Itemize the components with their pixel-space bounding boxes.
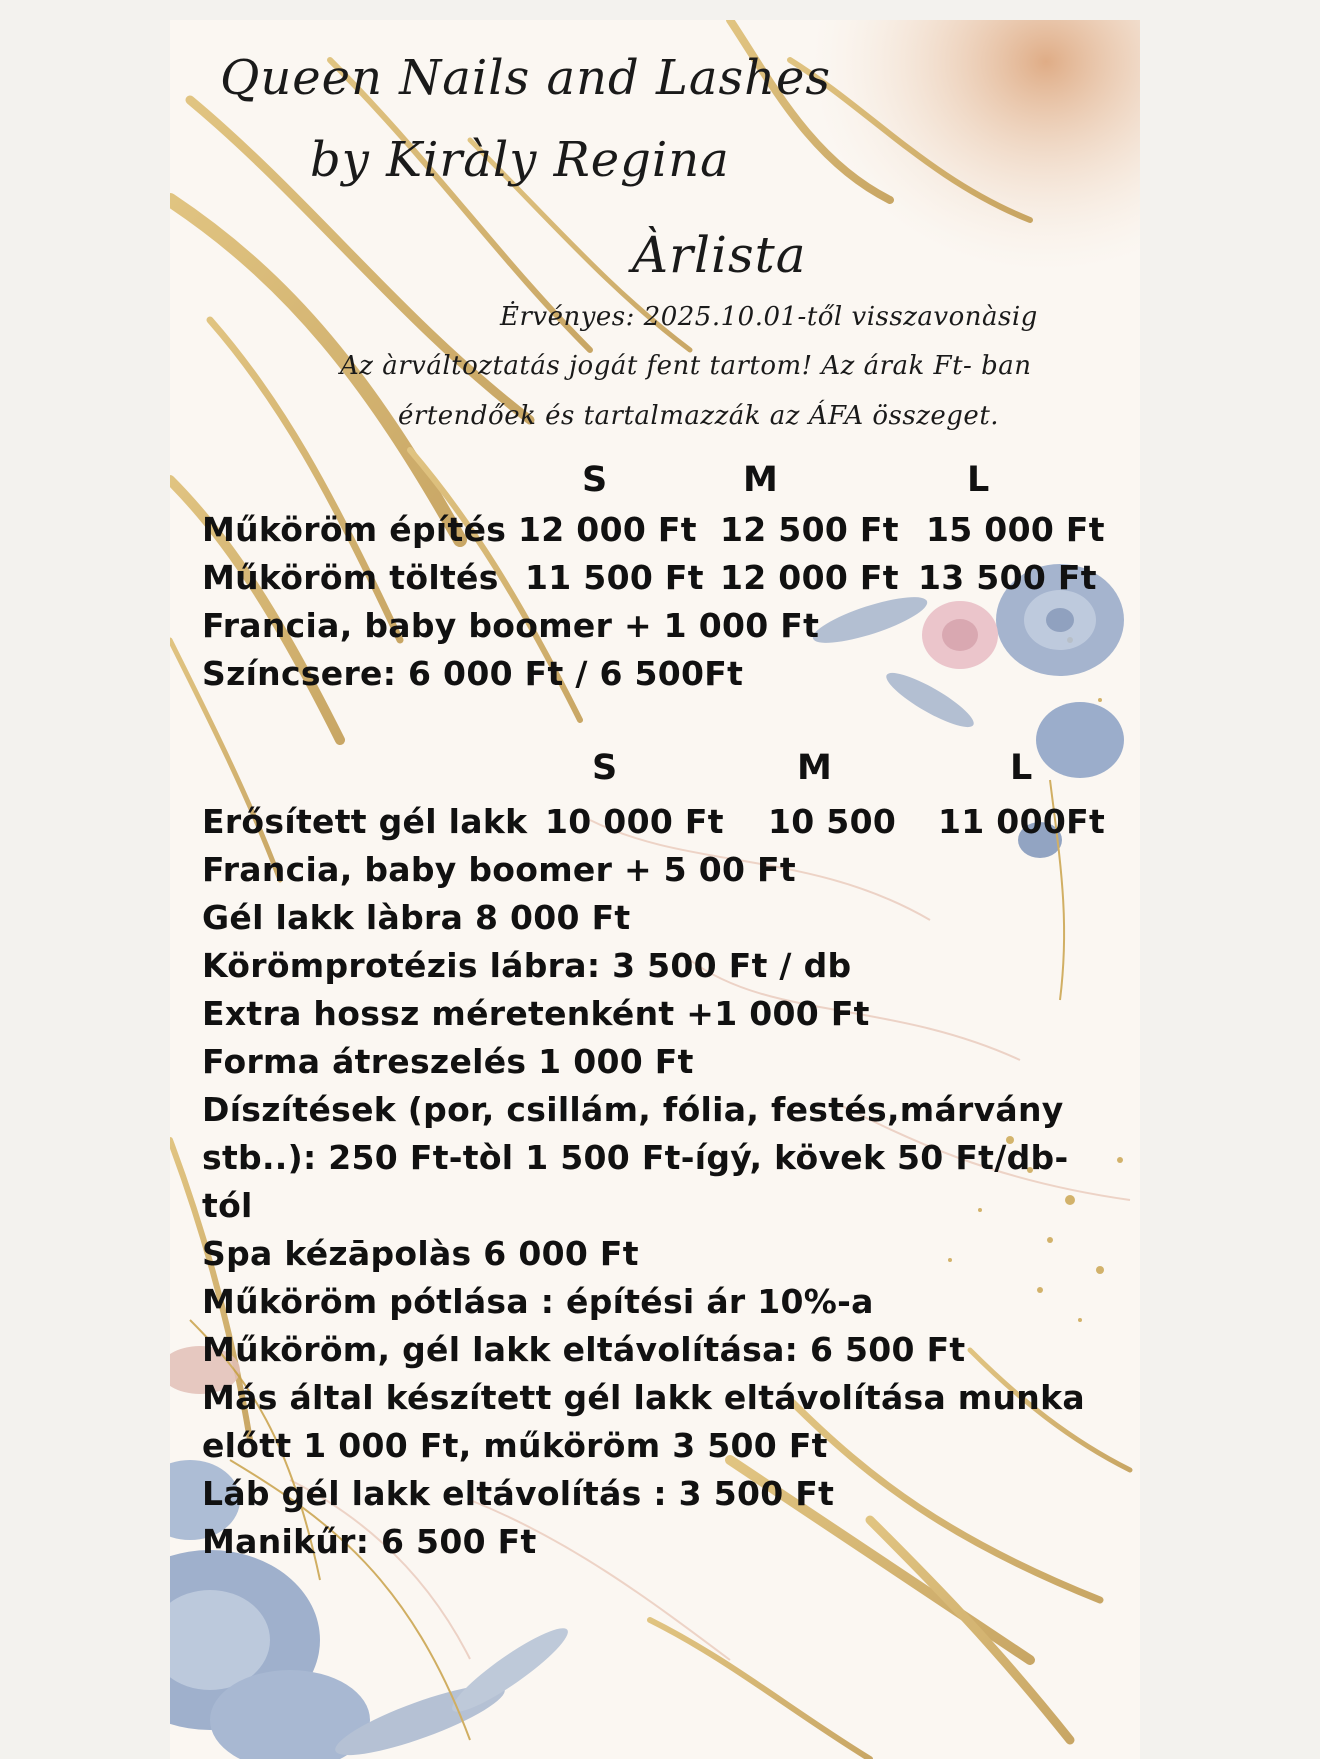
size-label-m: M [743, 460, 779, 500]
price-toltes-m: 12 000 Ft [720, 558, 899, 597]
service-line: Láb gél lakk eltávolítás : 3 500 Ft [202, 1474, 835, 1513]
price-gel-lakk-l: 11 000Ft [938, 802, 1106, 841]
service-line: Műköröm pótlása : építési ár 10%-a [202, 1282, 874, 1321]
service-line: Gél lakk làbra 8 000 Ft [202, 898, 631, 937]
extra-francia-1: Francia, baby boomer + 1 000 Ft [202, 606, 820, 645]
size-label-l: L [967, 460, 990, 500]
service-line: előtt 1 000 Ft, műköröm 3 500 Ft [202, 1426, 828, 1465]
price-epites-l: 15 000 Ft [926, 510, 1105, 549]
service-line: Műköröm, gél lakk eltávolítása: 6 500 Ft [202, 1330, 966, 1369]
size-label-s: S [582, 460, 608, 500]
extra-szincsere: Színcsere: 6 000 Ft / 6 500Ft [202, 654, 744, 693]
service-line: stb..): 250 Ft-tòl 1 500 Ft-ígý, kövek 50 Ft/db- [202, 1138, 1069, 1177]
service-line: Manikűr: 6 500 Ft [202, 1522, 537, 1561]
row-label-epites: Műköröm építés [202, 510, 507, 549]
service-line: Forma átreszelés 1 000 Ft [202, 1042, 694, 1081]
price-toltes-l: 13 500 Ft [918, 558, 1097, 597]
service-line: tól [202, 1186, 253, 1225]
service-line: Francia, baby boomer + 5 00 Ft [202, 850, 796, 889]
price-epites-m: 12 500 Ft [720, 510, 899, 549]
price-toltes-s: 11 500 Ft [525, 558, 704, 597]
service-line: Más által készített gél lakk eltávolítása munka [202, 1378, 1085, 1417]
price-gel-lakk-s: 10 000 Ft [545, 802, 724, 841]
service-line: Spa kézāpolàs 6 000 Ft [202, 1234, 639, 1273]
row-label-toltes: Műköröm töltés [202, 558, 499, 597]
price-gel-lakk-m: 10 500 [768, 802, 897, 841]
price-epites-s: 12 000 Ft [518, 510, 697, 549]
validity-note: Ėrvényes: 2025.10.01-től visszavonàsig [500, 302, 1038, 332]
size-label-m-2: M [797, 748, 833, 788]
vat-note: értendőek és tartalmazzák az ÁFA összeget. [398, 401, 1000, 431]
size-label-l-2: L [1010, 748, 1033, 788]
price-list-flyer [170, 20, 1140, 1759]
owner-name: by Kiràly Regina [310, 132, 730, 188]
service-line: Extra hossz méretenként +1 000 Ft [202, 994, 870, 1033]
size-label-s-2: S [592, 748, 618, 788]
row-label-gel-lakk: Erősített gél lakk [202, 802, 528, 841]
service-line: Díszítések (por, csillám, fólia, festés,márvány [202, 1090, 1064, 1129]
salon-name: Queen Nails and Lashes [220, 50, 832, 106]
price-list-title: Àrlista [632, 226, 807, 284]
price-change-note: Az àrváltoztatás jogát fent tartom! Az árak Ft- ban [340, 351, 1032, 381]
service-line: Körömprotézis lábra: 3 500 Ft / db [202, 946, 852, 985]
